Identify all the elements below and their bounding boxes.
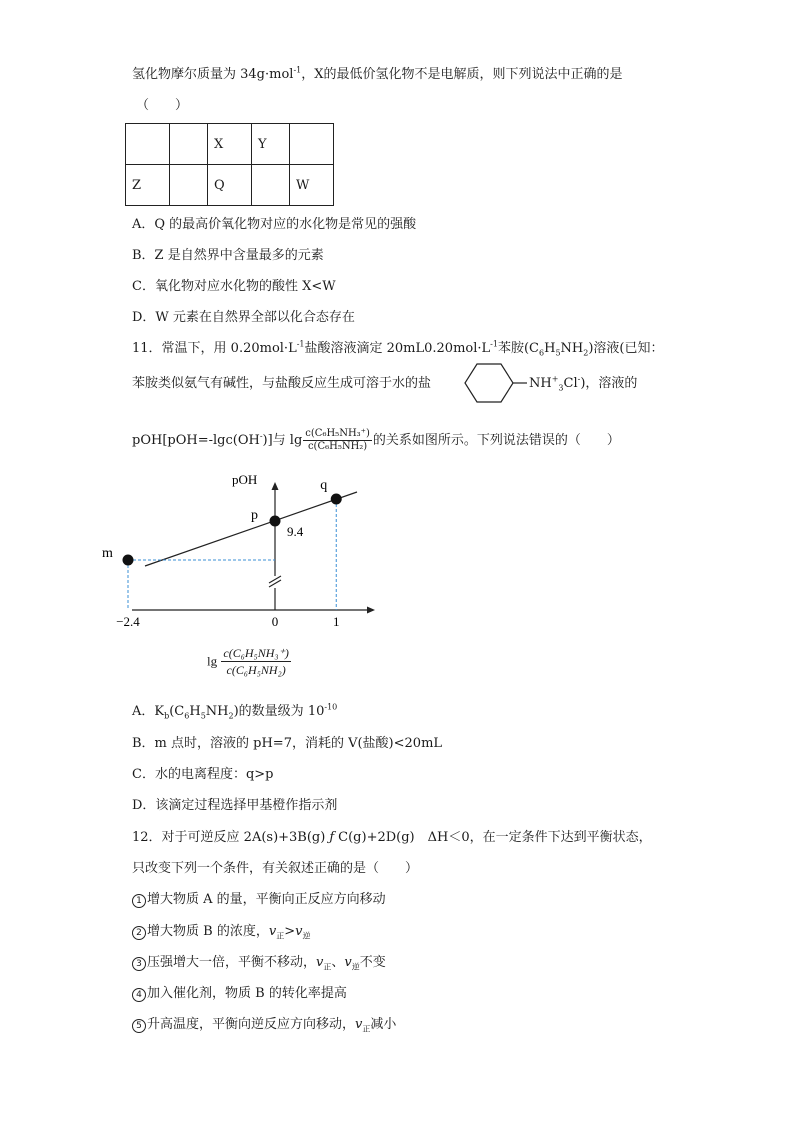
- table-cell: W: [290, 165, 334, 206]
- salt-formula: $NH^+_3Cl^-$)，溶液的: [529, 374, 638, 393]
- q12-item-5: 5 升高温度，平衡向逆反应方向移动，$v_正$减小: [132, 1016, 396, 1034]
- benzene-ring: [465, 364, 513, 402]
- point-label-q: q: [320, 478, 328, 493]
- y-axis-label: pOH: [232, 472, 258, 487]
- table-cell: X: [208, 124, 252, 165]
- axis-break-mark: [269, 576, 281, 583]
- x-tick-label: 1: [333, 614, 340, 629]
- q12-item-1: 1 增大物质 A 的量，平衡向正反应方向移动: [132, 891, 386, 909]
- data-point-p: [270, 516, 281, 527]
- chart-x-axis-label: lg $\frac{\text{c(C₆H₅NH₃⁺)}}{\text{c(C₆H₅NH₂)}}$: [207, 646, 289, 677]
- table-cell: [170, 165, 208, 206]
- table-cell: [290, 124, 334, 165]
- q10-stem-line: 氢化物摩尔质量为 34g·mol$^{-1}$，X的最低价氢化物不是电解质，则下列说法中正确的是: [132, 65, 623, 82]
- q11-option-a: A．$K_b(C_6H_5NH_2)$的数量级为 $10^{-10}$: [132, 702, 338, 721]
- periodic-table-fragment: [125, 123, 334, 206]
- axis-break-mark: [269, 580, 281, 587]
- series-line: [145, 492, 357, 566]
- q12-item-4: 4 加入催化剂，物质 B 的转化率提高: [132, 985, 347, 1003]
- table-cell: Z: [126, 165, 170, 206]
- q10-answer-paren: （ ）: [136, 98, 189, 113]
- y-axis-arrow: [272, 482, 279, 490]
- x-axis-arrow: [367, 607, 375, 614]
- table-row: [126, 124, 334, 165]
- data-point-m: [123, 555, 134, 566]
- poh-chart: [102, 468, 395, 636]
- q10-option-b: B．Z 是自然界中含量最多的元素: [132, 248, 324, 263]
- table-cell: [252, 165, 290, 206]
- q11-option-b: B．m 点时，溶液的 pH=7，消耗的 V(盐酸)<20mL: [132, 736, 443, 751]
- q11-stem-line1: 11．常温下，用 $0.20mol\cdot L^{-1}$盐酸溶液滴定 $20mL0.20mol\cdot L^{-1}$苯胺$(C_6H_5NH_2)$溶液(已知：: [132, 339, 664, 358]
- table-cell: Q: [208, 165, 252, 206]
- q12-item-3: 3 压强增大一倍，平衡不移动，$v_正$、$v_逆$不变: [132, 954, 386, 972]
- q10-option-d: D．W 元素在自然界全部以化合态存在: [132, 310, 355, 325]
- point-value-label: 9.4: [287, 524, 304, 539]
- q10-option-c: C．氧化物对应水化物的酸性 X<W: [132, 279, 336, 294]
- q12-stem-line1: 12．对于可逆反应 2A(s)+3B(g) ƒ C(g)+2D(g) ΔH＜0，在一定条件下达到平衡状态，: [132, 830, 652, 845]
- data-point-q: [331, 494, 342, 505]
- x-tick-label: −2.4: [116, 614, 140, 629]
- q12-stem-line2: 只改变下列一个条件，有关叙述正确的是（ ）: [132, 861, 419, 876]
- x-tick-label: 0: [271, 614, 279, 629]
- ratio-fraction: $\frac{\text{c(C₆H₅NH₃⁺)}}{\text{c(C₆H₅NH₂)}}$: [305, 428, 370, 452]
- q11-option-d: D．该滴定过程选择甲基橙作指示剂: [132, 798, 338, 813]
- q11-option-c: C．水的电离程度：q>p: [132, 767, 274, 782]
- table-cell: Y: [252, 124, 290, 165]
- q10-option-a: A．Q 的最高价氧化物对应的水化物是常见的强酸: [132, 217, 417, 232]
- q12-item-2: 2 增大物质 B 的浓度，$v_正>v_逆$: [132, 923, 310, 941]
- table-row: [126, 165, 334, 206]
- table-cell: [170, 124, 208, 165]
- table-cell: [126, 124, 170, 165]
- point-label-p: p: [251, 508, 258, 523]
- q11-stem-line2: 苯胺类似氨气有碱性，与盐酸反应生成可溶于水的盐: [132, 376, 432, 391]
- q11-stem-line3: pOH[pOH=-lgc(OH-)]与 lg $\frac{\text{c(C₆H₅NH₃⁺)}}{\text{c(C₆H₅NH₂)}}$ 的关系如图所示。下列说法错误的（ ）: [132, 428, 620, 452]
- point-label-m: m: [102, 546, 113, 561]
